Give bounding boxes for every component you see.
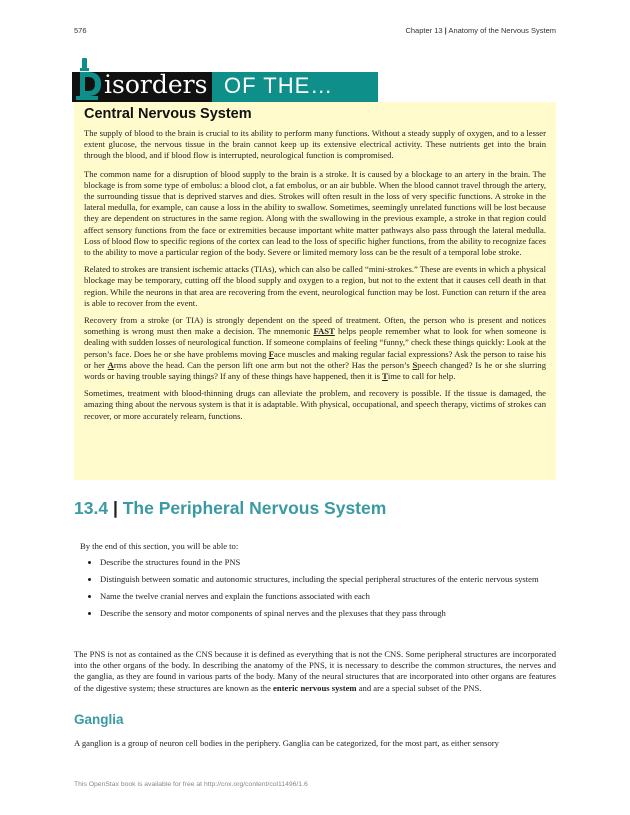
mnemonic-letter-s: S (412, 359, 418, 370)
box-paragraph-4 (84, 315, 546, 382)
learning-objectives (80, 541, 550, 625)
mnemonic-letter-t: T (382, 371, 388, 382)
objectives-list (80, 557, 550, 619)
mnemonic-letter-f: F (268, 348, 274, 359)
microscope-d-icon (74, 56, 104, 102)
enteric-term: enteric nervous system (273, 682, 357, 693)
box-paragraph-3: Related to strokes are transient ischemic attacks (TIAs), which can also be called “mini-strokes.” These are events in which a physical blockage may be temporary, cutting off the blood supply and oxygen to a region, but not to the extent that it causes cell death in that region. While the neurons in that area are recovering from the event, neurological function may be lost. Function can return if the area is able to recover from the event. (84, 264, 546, 308)
ganglia-paragraph: A ganglion is a group of neuron cell bodies in the periphery. Ganglia can be categorized, for the most part, as either sensory (74, 738, 499, 748)
disorders-banner (72, 56, 378, 102)
ganglia-heading: Ganglia (74, 712, 124, 727)
running-header-title: Anatomy of the Nervous System (448, 26, 556, 35)
p4-text-f: ime to call for help. (387, 371, 456, 382)
p4-text-c: ace muscles and making regular facial expressions? Ask the person to raise his or her (84, 348, 547, 370)
running-header (405, 26, 556, 35)
running-header-chapter: Chapter 13 (405, 26, 443, 35)
objective-item: • Describe the structures found in the PNS (100, 557, 550, 568)
box-paragraph-5: Sometimes, treatment with blood-thinning drugs can alleviate the problem, and recovery is possible. If the tissue is damaged, the amazing thing about the nervous system is that it is adaptable. With physical, occupational, and speech therapy, victims of strokes can recover, or more accurately relearn, functions. (84, 388, 546, 421)
box-paragraph-2: The common name for a disruption of blood supply to the brain is a stroke. It is caused by a blockage to an artery in the brain. The blockage is from some type of embolus: a blood clot, a fat embolus, or an air bubble. When the blood cannot travel through the artery, the surrounding tissue that is deprived starves and dies. Strokes will often result in the loss of very specific functions. A stroke in the lateral medulla, for example, can cause a loss in the ability to swallow. Sometimes, seemingly unrelated functions will be lost because they are dependent on structures in the same region. Along with the swallowing in the previous example, a stroke in that region could affect sensory functions from the face or extremities because important white matter pathways also pass through the lateral medulla. Loss of blood flow to specific regions of the cortex can lead to the loss of specific higher functions, from the ability to recognize faces to the ability to move a particular region of the body. Severe or limited memory loss can be the result of a temporal lobe stroke. (84, 168, 546, 258)
disorders-box (74, 102, 556, 480)
page-footer: This OpenStax book is available for free at http://cnx.org/content/col11496/1.6 (74, 781, 308, 788)
section-title: The Peripheral Nervous System (122, 498, 387, 518)
banner-word-disorders: isorders (104, 70, 208, 99)
pns-text-b: and are a special subset of the PNS. (356, 682, 482, 693)
page-number: 576 (74, 26, 87, 35)
mnemonic-letter-a: A (107, 359, 114, 370)
fast-mnemonic: FAST (313, 326, 335, 337)
banner-of-the: OF THE… (224, 73, 334, 98)
objective-item: • Describe the sensory and motor components of spinal nerves and the plexuses that they pass through (100, 608, 550, 619)
pns-text-a: The PNS is not as contained as the CNS because it is defined as everything that is not the CNS. Some peripheral structures are incorporated into the other organs of the body. In describing the anatomy of the PNS, it is necessary to describe the common structures, the nerves and the ganglia, as they are found in various parts of the body. Many of the neural structures that are incorporated into other organs are features of the digestive system; these structures are known as the (74, 649, 556, 693)
objective-item: • Distinguish between somatic and autonomic structures, including the special peripheral structures of the enteric nervous system (100, 574, 550, 585)
section-heading (74, 498, 386, 519)
section-number: 13.4 (74, 498, 109, 518)
objectives-lead: By the end of this section, you will be able to: (80, 541, 239, 551)
section-separator: | (112, 498, 118, 518)
objective-item: • Name the twelve cranial nerves and explain the functions associated with each (100, 591, 550, 602)
p4-text-a: Recovery from a stroke (or TIA) is strongly dependent on the speed of treatment. Often, the person who is present and notices something is wrong must then make a decision. The mnemonic (84, 315, 546, 337)
running-header-separator: | (444, 26, 447, 35)
box-paragraph-1: The supply of blood to the brain is crucial to its ability to perform many functions. Without a steady supply of oxygen, and to a lesser extent glucose, the nervous tissue in the brain cannot keep up its extensive electrical activity. These nutrients get into the brain through the blood, and if blood flow is interrupted, neurological function is compromised. (84, 128, 546, 161)
p4-text-b: helps people remember what to look for when someone is dealing with sudden losses of neurological function. If someone complains of feeling “funny,” check these things quickly: Look at the person’s face. Does he or she have problems moving (84, 326, 547, 359)
box-title: Central Nervous System (84, 106, 252, 122)
pns-paragraph (74, 649, 556, 694)
p4-text-d: rms above the head. Can the person lift one arm but not the other? Has the person’s (113, 359, 413, 370)
p4-text-e: peech changed? Is he or she slurring words or having trouble saying things? If any of these things have happened, then it is (84, 359, 546, 382)
